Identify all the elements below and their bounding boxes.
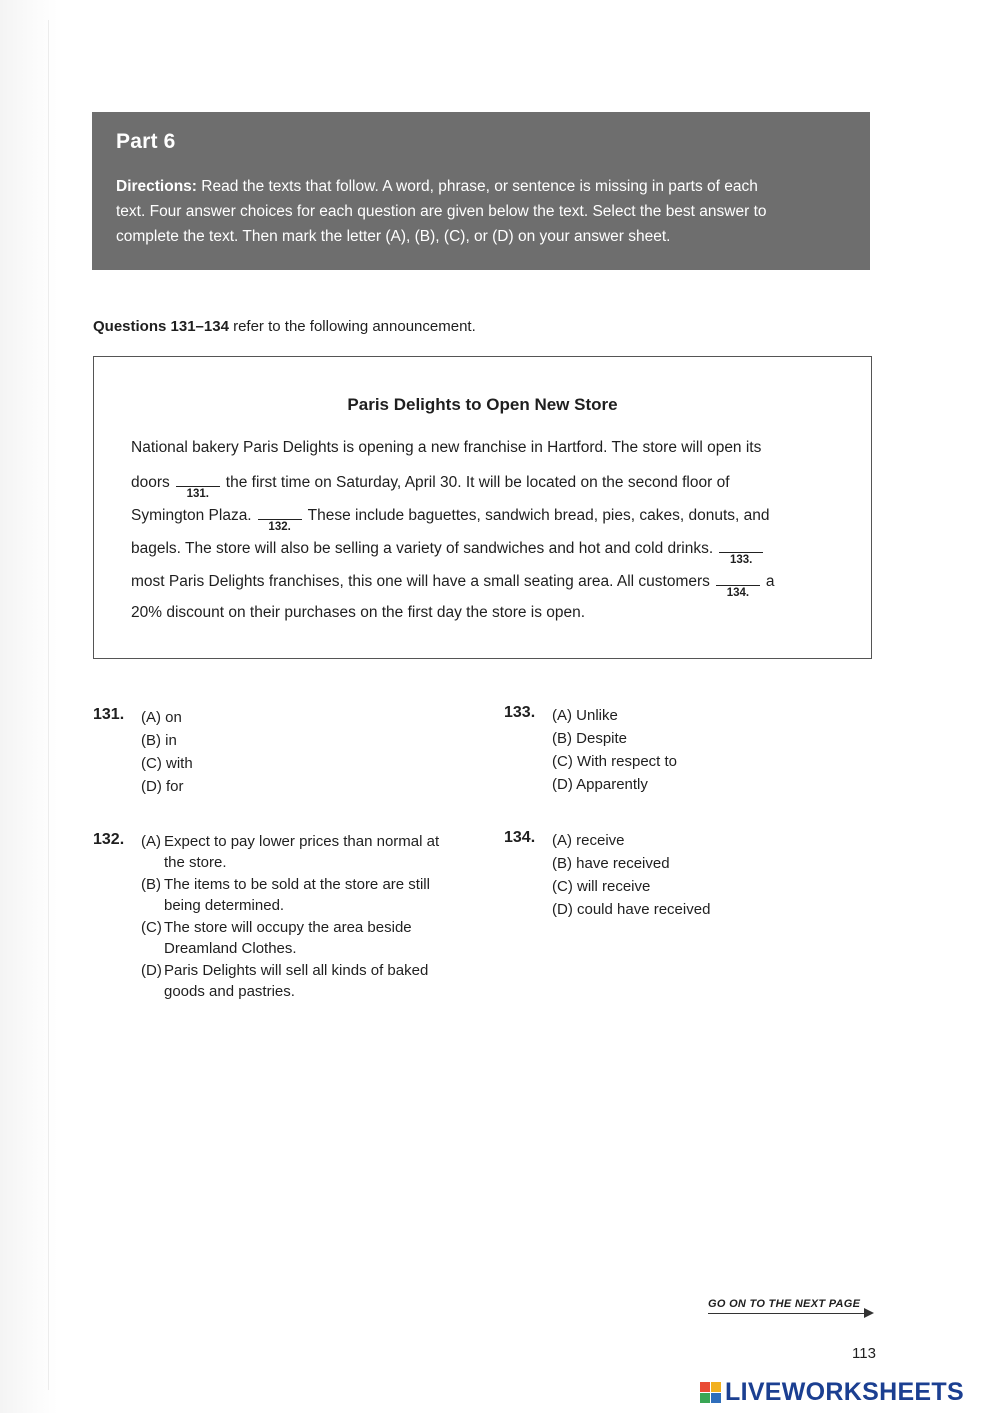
option-134-a[interactable]: (A) receive [552, 832, 625, 849]
option-132-a-text: Expect to pay lower prices than normal at the store. [164, 833, 440, 871]
option-132-c-letter: (C) [141, 919, 162, 936]
option-131-a[interactable]: (A) on [141, 709, 182, 726]
announcement-title: Paris Delights to Open New Store [347, 395, 618, 414]
question-131-options [141, 706, 193, 798]
blank-131-number: 131. [186, 488, 209, 500]
question-133-options [552, 704, 677, 796]
option-132-d-letter: (D) [141, 962, 162, 979]
page-edge-line [48, 20, 49, 1390]
logo-square-2 [711, 1382, 721, 1392]
blank-134[interactable] [716, 571, 760, 599]
liveworksheets-brand[interactable] [700, 1378, 964, 1407]
option-131-c[interactable]: (C) with [141, 755, 193, 772]
announcement-box [93, 356, 872, 659]
question-131-number: 131. [93, 706, 125, 723]
blank-132-number: 132. [268, 521, 291, 533]
option-132-d-text: Paris Delights will sell all kinds of baked goods and pastries. [164, 962, 429, 1000]
option-131-b[interactable]: (B) in [141, 732, 177, 749]
question-132-number: 132. [93, 831, 125, 848]
option-133-a[interactable]: (A) Unlike [552, 707, 618, 724]
option-132-a-letter: (A) [141, 833, 161, 850]
announcement-line-3 [131, 505, 770, 533]
brand-name: LIVEWORKSHEETS [725, 1378, 964, 1406]
question-134-options [552, 829, 710, 921]
line4-text: bagels. The store will also be selling a variety of sandwiches and hot and cold drinks. [131, 540, 714, 557]
line5-text-b: a [765, 573, 775, 590]
option-132-c-text: The store will occupy the area beside Dreamland Clothes. [164, 919, 412, 957]
line5-text-a: most Paris Delights franchises, this one will have a small seating area. All customers [131, 573, 710, 590]
part-header [92, 112, 870, 270]
question-133-number: 133. [504, 704, 536, 721]
questions-reference [93, 318, 476, 335]
option-133-c[interactable]: (C) With respect to [552, 753, 678, 770]
question-134-number: 134. [504, 829, 536, 846]
blank-133-number: 133. [729, 554, 753, 566]
next-page-arrow-icon [864, 1308, 874, 1318]
option-134-c[interactable]: (C) will receive [552, 878, 651, 895]
line6-text: 20% discount on their purchases on the first day the store is open. [131, 604, 586, 621]
logo-square-3 [700, 1393, 710, 1403]
option-132-b-letter: (B) [141, 876, 161, 893]
directions [116, 174, 846, 249]
option-131-d[interactable]: (D) for [141, 778, 184, 795]
blank-133[interactable] [719, 538, 763, 566]
option-134-b[interactable]: (B) have received [552, 855, 670, 872]
option-132-d[interactable] [141, 960, 464, 1002]
logo-square-1 [700, 1382, 710, 1392]
option-133-b[interactable]: (B) Despite [552, 730, 628, 747]
line3-text-a: Symington Plaza. [131, 507, 252, 524]
line2-text-a: doors [131, 474, 170, 491]
line1-text: National bakery Paris Delights is opening a new franchise in Hartford. The store will open its [131, 439, 762, 456]
blank-134-number: 134. [726, 587, 750, 599]
question-132-options [141, 831, 464, 1003]
option-132-c[interactable] [141, 917, 464, 959]
option-133-d[interactable]: (D) Apparently [552, 776, 648, 793]
announcement-line-1 [131, 439, 761, 457]
blank-131[interactable] [176, 472, 220, 500]
next-page-underline [708, 1313, 868, 1314]
option-132-a[interactable] [141, 831, 464, 873]
announcement-line-2 [131, 472, 730, 500]
logo-square-4 [711, 1393, 721, 1403]
page-number: 113 [852, 1345, 876, 1362]
announcement-line-5 [131, 571, 775, 599]
directions-label: Directions: [116, 178, 197, 195]
announcement-line-4 [131, 538, 769, 566]
directions-line-3: complete the text. Then mark the letter (A), (B), (C), or (D) on your answer sheet. [116, 228, 671, 245]
blank-132[interactable] [258, 505, 302, 533]
questions-range: Questions 131–134 [93, 318, 229, 335]
option-134-d[interactable]: (D) could have received [552, 901, 711, 918]
part-title: Part 6 [116, 130, 176, 153]
next-page-label: GO ON TO THE NEXT PAGE [708, 1298, 861, 1310]
directions-line-1: Read the texts that follow. A word, phrase, or sentence is missing in parts of each [196, 178, 758, 195]
liveworksheets-logo-icon [700, 1382, 722, 1404]
directions-line-2: text. Four answer choices for each question are given below the text. Select the best answer to [116, 203, 767, 220]
page-edge-shadow [0, 0, 58, 1413]
line3-text-b: These include baguettes, sandwich bread, pies, cakes, donuts, and [307, 507, 770, 524]
questions-ref-text: refer to the following announcement. [228, 318, 476, 335]
option-132-b-text: The items to be sold at the store are still being determined. [164, 876, 430, 914]
announcement-line-6 [131, 604, 585, 622]
line2-text-b: the first time on Saturday, April 30. It will be located on the second floor of [225, 474, 730, 491]
option-132-b[interactable] [141, 874, 464, 916]
